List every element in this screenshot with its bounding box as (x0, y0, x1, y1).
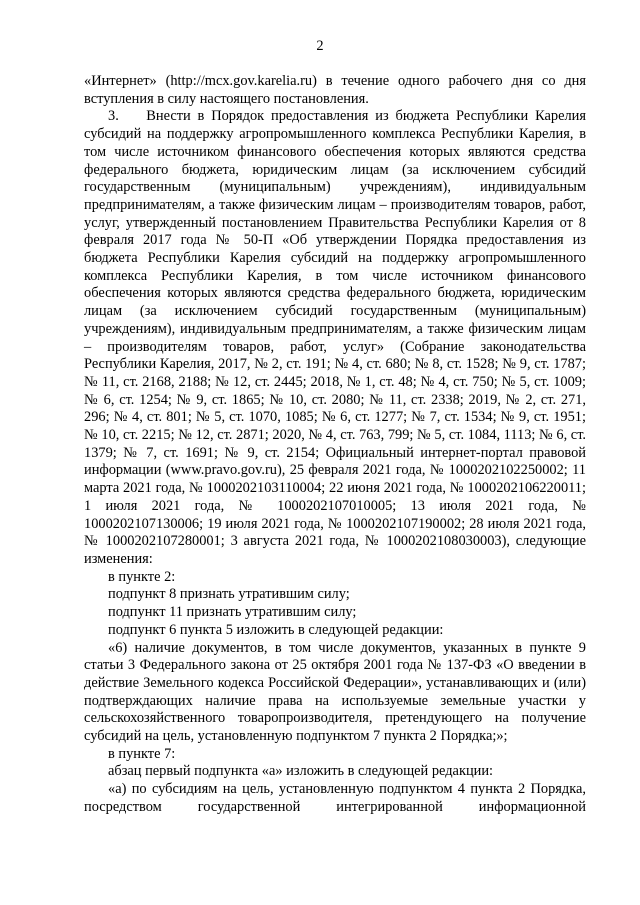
paragraph: в пункте 7: (108, 745, 176, 762)
paragraph: 3. Внести в Порядок предоставления из бюджета Республики Карелия субсидий на поддержку агропромышленного комплекса Республики Карелия, в том числе источником финансового обеспечения которых являются средства федерального бюджета, юридическим лицам (за исключением субсидий государственным (муниципальным) учреждениям), индивидуальным предпринимателям, а также физическим лицам – производителям товаров, работ, услуг, утвержденный постановлением Правительства Республики Карелия от 8 февраля 2017 года № 50-П «Об утверждении Порядка предоставления из бюджета Республики Карелия субсидий на поддержку агропромышленного комплекса Республики Карелия, в том числе источником финансового обеспечения которых являются средства федерального бюджета, юридическим лицам (за исключением субсидий государственным (муниципальным) учреждениям), индивидуальным предпринимателям, а также физическим лицам – производителям товаров, работ, услуг» (Собрание законодательства Республики Карелия, 2017, № 2, ст. 191; № 4, ст. 680; № 8, ст. 1528; № 9, ст. 1787; № 11, ст. 2168, 2188; № 12, ст. 2445; 2018, № 1, ст. 48; № 4, ст. 750; № 5, ст. 1009; № 6, ст. 1254; № 9, ст. 1865; № 10, ст. 2080; № 11, ст. 2338; 2019, № 2, ст. 271, 296; № 4, ст. 801; № 5, ст. 1070, 1085; № 6, ст. 1277; № 7, ст. 1534; № 9, ст. 1951; № 10, ст. 2215; № 12, ст. 2871; 2020, № 4, ст. 763, 799; № 5, ст. 1084, 1113; № 6, ст. 1379; № 7, ст. 1691; № 9, ст. 2154; Официальный интернет-портал правовой информации (www.pravo.gov.ru), 25 февраля 2021 года, № 1000202102250002; 11 марта 2021 года, № 1000202103110004; 22 июня 2021 года, № 1000202106220011; 1 июля 2021 года, № 1000202107010005; 13 июля 2021 года, № 1000202107130006; 19 июля 2021 года, № 1000202107190002; 28 июля 2021 года, № 1000202107280001; 3 августа 2021 года, № 1000202108030003), следующие изменения: (84, 108, 586, 567)
paragraph: в пункте 2: (108, 568, 176, 585)
document-body (84, 73, 586, 817)
page-number: 2 (316, 38, 324, 54)
paragraph: абзац первый подпункта «а» изложить в следующей редакции: (108, 763, 494, 780)
paragraph: «а) по субсидиям на цель, установленную подпунктом 4 пункта 2 Порядка, посредством государственной интегрированной информационной (84, 781, 586, 815)
paragraph: подпункт 11 признать утратившим силу; (108, 604, 357, 621)
paragraph: «6) наличие документов, в том числе документов, указанных в пункте 9 статьи 3 Федерального закона от 25 октября 2001 года № 137-ФЗ «О введении в действие Земельного кодекса Российской Федерации», устанавливающих и (или) подтверждающих наличие права на используемые земельные участки у сельскохозяйственного товаропроизводителя, претендующего на получение субсидий на цель, установленную подпунктом 7 пункта 2 Порядка;»; (84, 639, 586, 745)
paragraph: «Интернет» (http://mcx.gov.karelia.ru) в течение одного рабочего дня со дня вступления в силу настоящего постановления. (84, 73, 586, 107)
paragraph: подпункт 8 признать утратившим силу; (108, 586, 350, 603)
paragraph: подпункт 6 пункта 5 изложить в следующей редакции: (108, 621, 444, 638)
